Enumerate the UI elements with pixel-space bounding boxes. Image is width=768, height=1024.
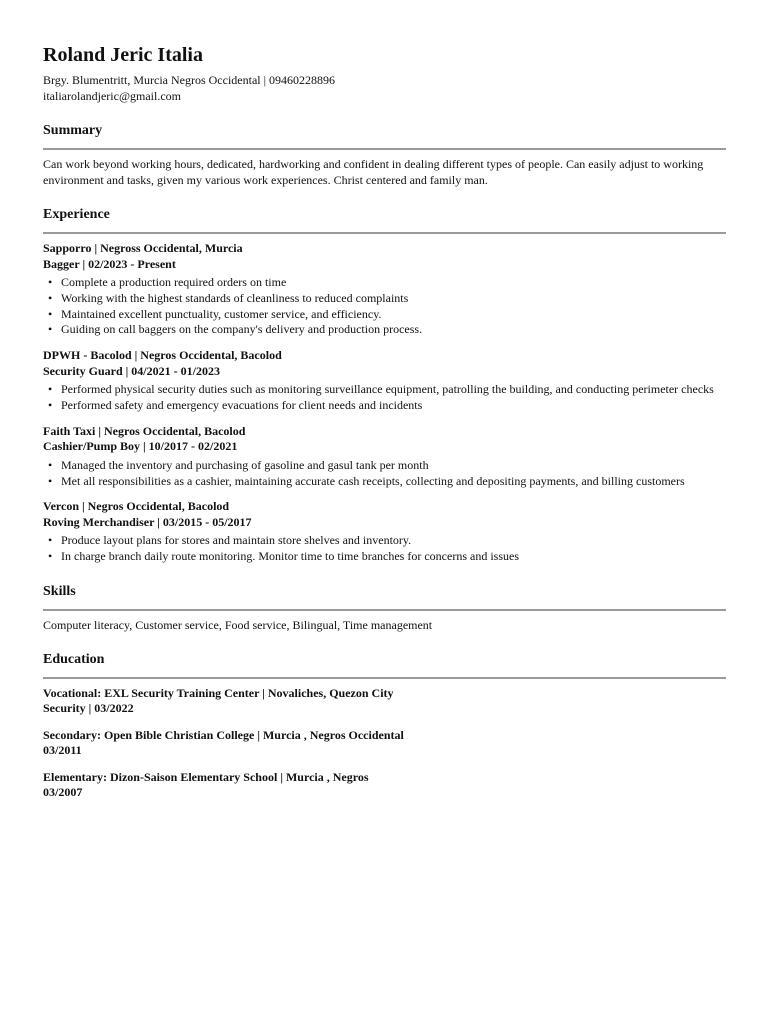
- job-company: DPWH - Bacolod | Negros Occidental, Bacolod: [43, 348, 282, 363]
- job-entry: [43, 348, 726, 414]
- education-list: [43, 686, 726, 801]
- summary-title: Summary: [43, 123, 103, 138]
- section-divider: [43, 232, 726, 234]
- section-divider: [43, 148, 726, 150]
- list-item: • Complete a production required orders on time: [61, 275, 726, 291]
- education-entry: [43, 686, 726, 717]
- list-item: • Maintained excellent punctuality, customer service, and efficiency.: [61, 307, 726, 323]
- list-item: • In charge branch daily route monitoring. Monitor time to time branches for concerns and issues: [61, 549, 726, 565]
- job-company: Vercon | Negros Occidental, Bacolod: [43, 499, 230, 514]
- job-entry: [43, 424, 726, 490]
- experience-section: [43, 206, 726, 565]
- job-company: Sapporro | Negross Occidental, Murcia: [43, 241, 243, 255]
- resume-header: [43, 42, 726, 104]
- job-role: Cashier/Pump Boy | 10/2017 - 02/2021: [43, 439, 238, 454]
- job-list: [43, 241, 726, 565]
- list-item: • Working with the highest standards of cleanliness to reduced complaints: [61, 291, 726, 307]
- section-divider: [43, 677, 726, 679]
- list-item: • Produce layout plans for stores and maintain store shelves and inventory.: [61, 533, 726, 549]
- list-item: • Guiding on call baggers on the company's delivery and production process.: [61, 322, 726, 338]
- skills-text: Computer literacy, Customer service, Food service, Bilingual, Time management: [43, 617, 433, 632]
- list-item: • Managed the inventory and purchasing of gasoline and gasul tank per month: [61, 458, 726, 474]
- education-school: Vocational: EXL Security Training Center | Novaliches, Quezon City: [43, 685, 394, 700]
- education-detail: Security | 03/2022: [43, 701, 134, 716]
- job-company: Faith Taxi | Negros Occidental, Bacolod: [43, 423, 246, 438]
- education-school: Elementary: Dizon-Saison Elementary School | Murcia , Negros: [43, 769, 369, 784]
- education-entry: [43, 770, 726, 801]
- job-duties: [43, 382, 726, 414]
- experience-title: Experience: [43, 207, 110, 222]
- education-entry: [43, 728, 726, 759]
- list-item: • Met all responsibilities as a cashier, maintaining accurate cash receipts, collecting and depositing payments, and billing customers: [61, 474, 726, 490]
- job-duties: [43, 458, 726, 490]
- job-role: Roving Merchandiser | 03/2015 - 05/2017: [43, 514, 252, 529]
- education-section: [43, 651, 726, 801]
- education-detail: 03/2011: [43, 743, 82, 758]
- skills-section: [43, 583, 726, 633]
- contact-info: [43, 72, 726, 104]
- section-divider: [43, 609, 726, 611]
- address-phone: Brgy. Blumentritt, Murcia Negros Occidental | 09460228896: [43, 73, 336, 87]
- education-title: Education: [43, 651, 105, 667]
- job-duties: [43, 275, 726, 338]
- job-duties: [43, 533, 726, 565]
- job-entry: [43, 499, 726, 565]
- summary-text: Can work beyond working hours, dedicated, hardworking and confident in dealing different types of people. Can easily adjust to working environment and tasks, given my various work experiences. Christ centered and family man.: [43, 157, 704, 187]
- job-entry: [43, 241, 726, 338]
- education-detail: 03/2007: [43, 785, 83, 800]
- summary-section: [43, 122, 726, 188]
- list-item: • Performed physical security duties such as monitoring surveillance equipment, patrolling the building, and conducting perimeter checks: [61, 382, 726, 398]
- email-address: italiarolandjeric@gmail.com: [43, 89, 181, 103]
- education-school: Secondary: Open Bible Christian College | Murcia , Negros Occidental: [43, 727, 404, 742]
- list-item: • Performed safety and emergency evacuations for client needs and incidents: [61, 398, 726, 414]
- skills-title: Skills: [43, 583, 76, 599]
- job-role: Bagger | 02/2023 - Present: [43, 256, 176, 271]
- job-role: Security Guard | 04/2021 - 01/2023: [43, 363, 220, 378]
- candidate-name: Roland Jeric Italia: [43, 44, 203, 66]
